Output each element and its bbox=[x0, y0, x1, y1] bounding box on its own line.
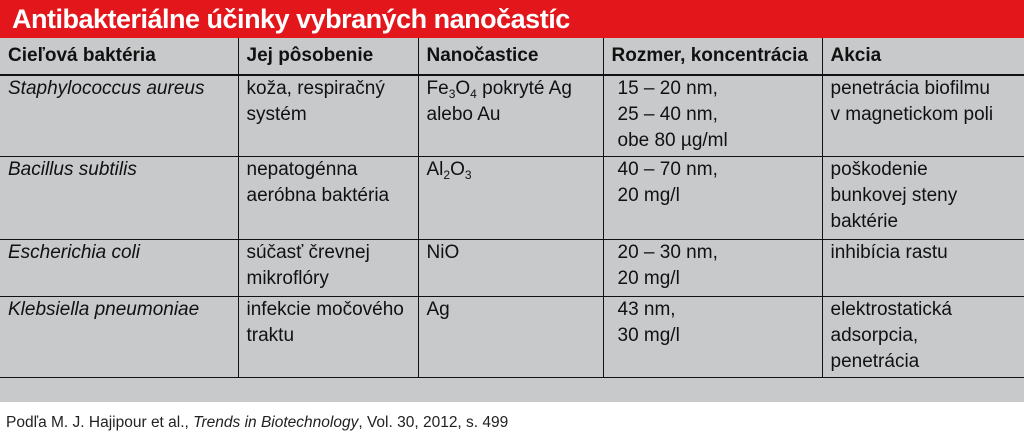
nanoparticle-cell: Ag bbox=[418, 297, 603, 378]
size-line: 25 – 40 nm, bbox=[617, 104, 718, 125]
size-line: 20 – 30 nm, bbox=[617, 242, 718, 263]
action-line: poškodenie bbox=[830, 159, 928, 180]
nanoparticle-table-container bbox=[0, 38, 1024, 402]
size-line: 20 mg/l bbox=[617, 268, 680, 289]
credit-prefix: Podľa M. J. Hajipour et al., bbox=[6, 414, 194, 431]
table-row bbox=[0, 157, 1024, 240]
action-cell bbox=[822, 240, 1024, 297]
effect-line: traktu bbox=[246, 325, 295, 346]
header-nanoparticles: Nanočastice bbox=[418, 38, 603, 75]
header-target-bacteria: Cieľová baktéria bbox=[0, 38, 238, 75]
nanoparticle-cell bbox=[418, 75, 603, 157]
action-cell bbox=[822, 75, 1024, 157]
size-cell bbox=[603, 297, 822, 378]
action-line: penetrácia bbox=[830, 351, 920, 372]
effect-cell bbox=[238, 240, 418, 297]
effect-cell bbox=[238, 157, 418, 240]
table-row bbox=[0, 75, 1024, 157]
bacteria-cell: Bacillus subtilis bbox=[0, 157, 238, 240]
size-line: 20 mg/l bbox=[617, 185, 680, 206]
nanoparticle-cell bbox=[418, 157, 603, 240]
action-line: penetrácia biofilmu bbox=[830, 78, 990, 99]
bacteria-cell: Escherichia coli bbox=[0, 240, 238, 297]
effect-line: koža, respiračný bbox=[246, 78, 385, 99]
effect-line: systém bbox=[246, 104, 307, 125]
header-effect: Jej pôsobenie bbox=[238, 38, 418, 75]
nanoparticle-table bbox=[0, 38, 1024, 378]
bacteria-cell: Klebsiella pneumoniae bbox=[0, 297, 238, 378]
action-cell bbox=[822, 157, 1024, 240]
effect-line: aeróbna baktéria bbox=[246, 185, 390, 206]
header-action: Akcia bbox=[822, 38, 1024, 75]
header-size-concentration: Rozmer, koncentrácia bbox=[603, 38, 822, 75]
action-line: v magnetickom poli bbox=[830, 104, 994, 125]
size-line: 40 – 70 nm, bbox=[617, 159, 718, 180]
bacteria-cell: Staphylococcus aureus bbox=[0, 75, 238, 157]
action-line: baktérie bbox=[830, 211, 899, 232]
table-row bbox=[0, 240, 1024, 297]
effect-cell bbox=[238, 297, 418, 378]
nanoparticle-formula: $Al_2O_3$ bbox=[426, 159, 472, 182]
size-line: obe 80 µg/ml bbox=[617, 130, 728, 151]
table-row bbox=[0, 297, 1024, 378]
nanoparticle-cell: NiO bbox=[418, 240, 603, 297]
source-credit bbox=[6, 414, 508, 432]
effect-cell bbox=[238, 75, 418, 157]
effect-line: mikroflóry bbox=[246, 268, 329, 289]
effect-line: infekcie močového bbox=[246, 299, 404, 320]
size-cell bbox=[603, 157, 822, 240]
action-line: elektrostatická bbox=[830, 299, 952, 320]
action-line: inhibícia rastu bbox=[830, 242, 948, 263]
size-cell bbox=[603, 75, 822, 157]
table-title: Antibakteriálne účinky vybraných nanočastíc bbox=[0, 0, 1024, 38]
size-cell bbox=[603, 240, 822, 297]
credit-journal: Trends in Biotechnology bbox=[193, 414, 359, 431]
nanoparticle-line: alebo Au bbox=[426, 104, 501, 125]
size-line: 30 mg/l bbox=[617, 325, 680, 346]
size-line: 15 – 20 nm, bbox=[617, 78, 718, 99]
action-line: bunkovej steny bbox=[830, 185, 958, 206]
size-line: 43 nm, bbox=[617, 299, 676, 320]
credit-suffix: , Vol. 30, 2012, s. 499 bbox=[358, 414, 509, 431]
action-cell bbox=[822, 297, 1024, 378]
action-line: adsorpcia, bbox=[830, 325, 919, 346]
effect-line: nepatogénna bbox=[246, 159, 358, 180]
header-row bbox=[0, 38, 1024, 75]
effect-line: súčasť črevnej bbox=[246, 242, 370, 263]
nanoparticle-formula: $Fe_3O_4$ pokryté Ag bbox=[426, 78, 572, 101]
